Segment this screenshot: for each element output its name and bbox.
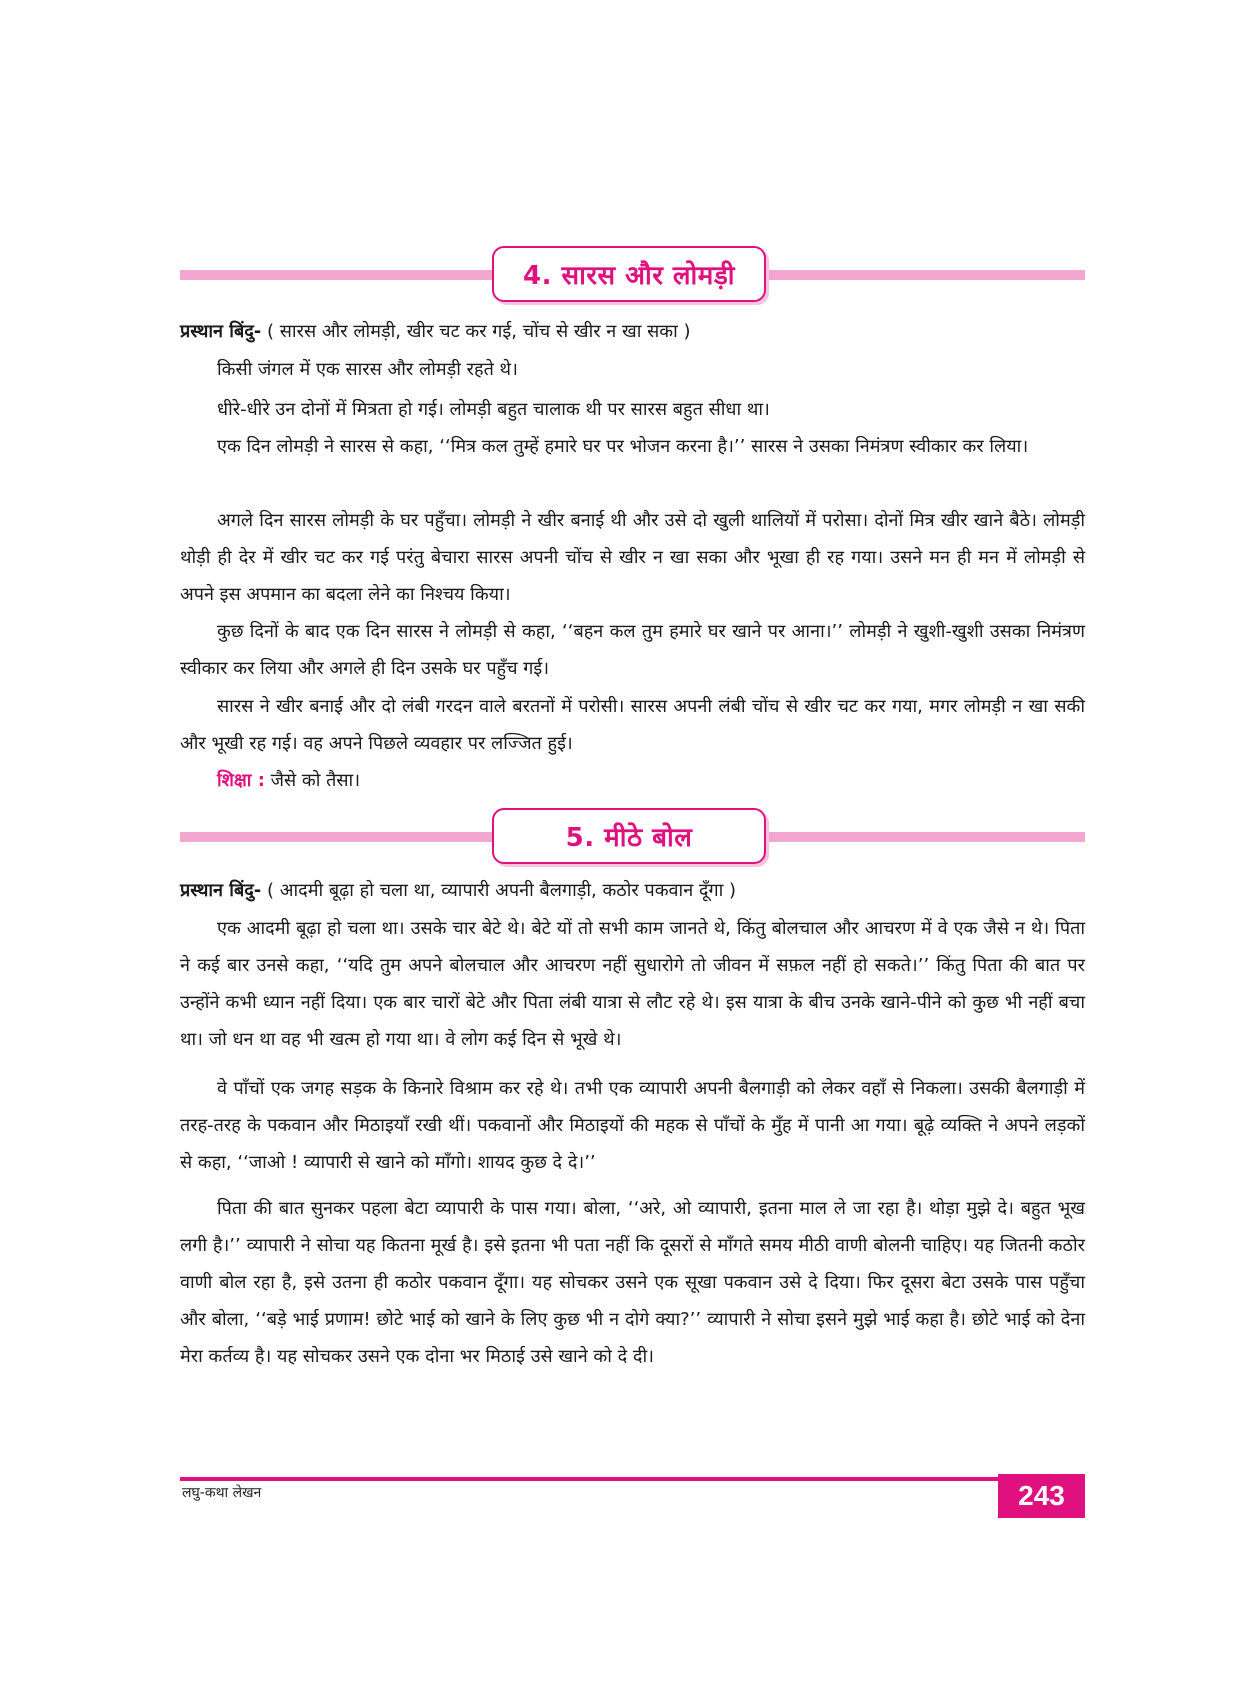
story-4-paragraph: एक दिन लोमड़ी ने सारस से कहा, ‘‘मित्र कल तुम्हें हमारे घर पर भोजन करना है।’’ सारस ने उसका निमंत्रण स्वीकार कर लिया। [217,436,1029,457]
story-4-paragraph: अगले दिन सारस लोमड़ी के घर पहुँचा। लोमड़ी ने खीर बनाई थी और उसे दो खुली थालियों में परोसा। दोनों मित्र खीर खाने बैठे। लोमड़ी थोड़ी ही देर में खीर चट कर गई परंतु बेचारा सारस अपनी चोंच से खीर न खा सका और भूखा ही रह गया। उसने मन ही मन में लोमड़ी से अपने इस अपमान का बदला लेने का निश्चय किया। [180,510,1085,605]
page-number: 243 [998,1474,1085,1518]
story-5-header [180,808,1085,868]
story-4-title: 4. सारस और लोमड़ी [523,261,735,291]
story-4-moral [217,763,360,799]
story-4-points [180,314,1085,350]
title-box [492,246,766,302]
story-5-title: 5. मीठे बोल [565,823,693,853]
points-label: प्रस्थान बिंदु- [180,321,262,342]
story-4-paragraph: सारस ने खीर बनाई और दो लंबी गरदन वाले बरतनों में परोसी। सारस अपनी लंबी चोंच से खीर चट कर गया, मगर लोमड़ी न खा सकी और भूखी रह गई। वह अपने पिछले व्यवहार पर लज्जित हुई। [180,696,1085,754]
moral-text: जैसे को तैसा। [264,770,361,791]
story-4-paragraph: किसी जंगल में एक सारस और लोमड़ी रहते थे। [217,359,518,380]
points-text: ( सारस और लोमड़ी, खीर चट कर गई, चोंच से खीर न खा सका ) [261,321,691,342]
story-4-paragraph: कुछ दिनों के बाद एक दिन सारस ने लोमड़ी से कहा, ‘‘बहन कल तुम हमारे घर खाने पर आना।’’ लोमड़ी ने खुशी-खुशी उसका निमंत्रण स्वीकार कर लिया और अगले ही दिन उसके घर पहुँच गई। [180,621,1085,679]
story-5-paragraph: पिता की बात सुनकर पहला बेटा व्यापारी के पास गया। बोला, ‘‘अरे, ओ व्यापारी, इतना माल ले जा रहा है। थोड़ा मुझे दे। बहुत भूख लगी है।’’ व्यापारी ने सोचा यह कितना मूर्ख है। इसे इतना भी पता नहीं कि दूसरों से माँगते समय मीठी वाणी बोलनी चाहिए। यह जितनी कठोर वाणी बोल रहा है, इसे उतना ही कठोर पकवान दूँगा। यह सोचकर उसने एक सूखा पकवान उसे दे दिया। फिर दूसरा बेटा उसके पास पहुँचा और बोला, ‘‘बड़े भाई प्रणाम! छोटे भाई को खाने के लिए कुछ भी न दोगे क्या?’’ व्यापारी ने सोचा इसने मुझे भाई कहा है। छोटे भाई को देना मेरा कर्तव्य है। यह सोचकर उसने एक दोना भर मिठाई उसे खाने को दे दी। [180,1198,1085,1367]
story-5-paragraph: एक आदमी बूढ़ा हो चला था। उसके चार बेटे थे। बेटे यों तो सभी काम जानते थे, किंतु बोलचाल और आचरण में वे एक जैसे न थे। पिता ने कई बार उनसे कहा, ‘‘यदि तुम अपने बोलचाल और आचरण नहीं सुधारोगे तो जीवन में सफ़ल नहीं हो सकते।’’ किंतु पिता की बात पर उन्होंने कभी ध्यान नहीं दिया। एक बार चारों बेटे और पिता लंबी यात्रा से लौट रहे थे। इस यात्रा के बीच उनके खाने-पीने को कुछ भी नहीं बचा था। जो धन था वह भी खत्म हो गया था। वे लोग कई दिन से भूखे थे। [180,918,1085,1050]
chapter-name: लघु-कथा लेखन [182,1485,262,1501]
moral-label: शिक्षा : [217,770,265,791]
footer-rule [180,1477,1085,1481]
title-box [492,808,766,864]
story-5-points [180,873,1085,909]
story-4-header [180,246,1085,306]
points-label: प्रस्थान बिंदु- [180,880,262,901]
story-5-paragraph: वे पाँचों एक जगह सड़क के किनारे विश्राम कर रहे थे। तभी एक व्यापारी अपनी बैलगाड़ी को लेकर वहाँ से निकला। उसकी बैलगाड़ी में तरह-तरह के पकवान और मिठाइयाँ रखी थीं। पकवानों और मिठाइयों की महक से पाँचों के मुँह में पानी आ गया। बूढ़े व्यक्ति ने अपने लड़कों से कहा, ‘‘जाओ ! व्यापारी से खाने को माँगो। शायद कुछ दे दे।’’ [180,1078,1085,1173]
story-4-paragraph: धीरे-धीरे उन दोनों में मित्रता हो गई। लोमड़ी बहुत चालाक थी पर सारस बहुत सीधा था। [217,399,770,420]
points-text: ( आदमी बूढ़ा हो चला था, व्यापारी अपनी बैलगाड़ी, कठोर पकवान दूँगा ) [261,880,737,901]
